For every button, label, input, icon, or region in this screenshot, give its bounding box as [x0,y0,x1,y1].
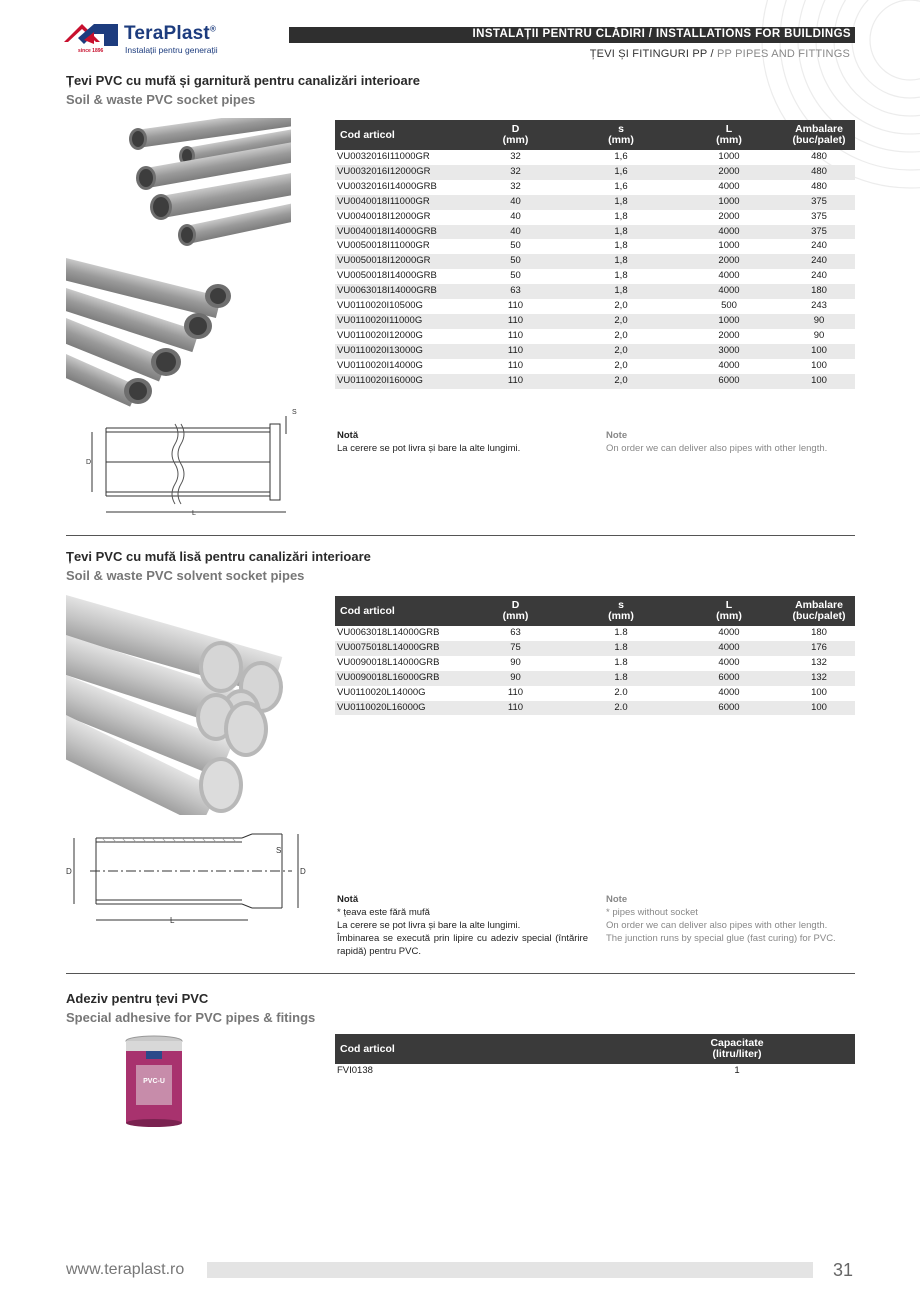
table-cell: VU0110020I10500G [337,300,423,312]
col-d: D (mm) [464,596,567,626]
table-cell: 50 [464,254,567,269]
table-row [335,1064,855,1079]
table-row [335,210,855,225]
adhesive-table [335,1034,855,1079]
table-cell: VU0063018L14000GRB [337,627,440,638]
table-cell: 1000 [718,151,740,162]
table-cell: 110 [464,344,567,359]
table-cell: 4000 [718,627,740,638]
section3-title-en: Special adhesive for PVC pipes & fitings [66,1010,316,1025]
table-cell: VU0032016I11000GR [337,151,430,162]
table-cell: VU0040018I14000GRB [335,225,464,240]
table-cell: 180 [811,627,827,638]
socket-pipes-photo [66,118,291,410]
table-cell: 1,8 [567,284,675,299]
table-cell: 110 [507,329,524,341]
table-cell: 4000 [718,180,740,192]
table-row [335,626,855,641]
col-s: s (mm) [567,120,675,150]
table-cell: 1.8 [614,656,628,668]
section-divider [66,973,855,974]
table-cell: VU0110020L14000G [337,686,426,698]
table-cell: 2000 [718,210,740,222]
solvent-pipes-table [335,596,855,715]
table-cell: 2000 [675,165,783,180]
table-cell: 4000 [675,284,783,299]
table-row [335,314,855,329]
table-cell: VU0032016I14000GRB [337,180,437,192]
table-cell: 90 [510,656,521,668]
table-header-row [335,1034,855,1064]
section1-title-en: Soil & waste PVC socket pipes [66,92,256,107]
socket-pipe-drawing [80,404,300,520]
table-cell: 110 [507,300,524,312]
table-header-row [335,596,855,626]
table-cell: 243 [811,300,827,312]
table-cell: 1000 [675,314,783,329]
table-cell: 375 [783,195,855,210]
table-row [335,195,855,210]
section-divider [66,535,855,536]
table-cell: 90 [813,329,825,341]
table-cell: 90 [464,671,567,686]
table-cell: 110 [464,374,567,389]
table-cell: 40 [510,210,521,222]
table-cell: VU0050018I14000GRB [337,270,437,282]
table-cell: VU0075018L14000GRB [335,641,464,656]
table-cell: 1,6 [567,165,675,180]
table-cell: VU0110020I16000G [335,374,464,389]
footer-url: www.teraplast.ro [66,1261,185,1278]
table-cell: 4000 [718,686,740,698]
table-cell: 32 [464,165,567,180]
table-row [335,284,855,299]
table-cell: 2,0 [614,300,628,312]
table-cell: 110 [507,686,524,698]
table-cell: 4000 [675,225,783,240]
table-cell: 2,0 [567,314,675,329]
drawing2-l-label: L [170,916,175,925]
table-cell: 1.8 [614,627,628,638]
table-cell: 132 [783,671,855,686]
table-cell: 63 [510,627,521,638]
table-cell: FVI0138 [337,1065,373,1076]
table-cell: 1000 [718,240,740,252]
table-row [335,671,855,686]
table-cell: 63 [464,284,567,299]
drawing1-s-label: S [292,409,297,416]
table-cell: VU0090018L14000GRB [337,656,440,668]
table-cell: VU0110020I14000G [337,359,423,371]
col-pack: Ambalare (buc/palet) [783,596,855,626]
table-cell: 375 [783,225,855,240]
table-cell: 1,8 [567,225,675,240]
table-cell: 1,6 [614,151,628,162]
table-cell: 32 [510,151,521,162]
table-row [335,374,855,389]
table-cell: 50 [510,270,521,282]
table-cell: 100 [783,344,855,359]
solvent-pipe-drawing [62,828,312,928]
table-cell: 240 [811,270,827,282]
solvent-pipes-photo [66,595,291,815]
table-cell: 1,8 [567,254,675,269]
table-row [335,701,855,716]
table-cell: 1,6 [614,180,628,192]
table-row [335,254,855,269]
table-cell: 6000 [675,671,783,686]
table-row [335,299,855,314]
col-code: Cod articol [335,120,464,150]
table-cell: 1,8 [614,270,628,282]
table-cell: 4000 [718,270,740,282]
table-cell: 4000 [675,641,783,656]
table-cell: 40 [464,195,567,210]
col-l: L (mm) [675,120,783,150]
table-cell: 4000 [718,359,740,371]
table-cell: 2000 [718,329,740,341]
table-cell: 90 [783,314,855,329]
table-cell: 176 [783,641,855,656]
table-row [335,150,855,165]
table-cell: 32 [510,180,521,192]
col-code: Cod articol [335,596,464,626]
drawing2-d-label: D [66,867,72,876]
table-cell-empty [830,1064,855,1079]
table-cell: 2.0 [614,686,628,698]
table-cell: VU0110020L16000G [335,701,464,716]
table-row [335,269,855,284]
table-row [335,239,855,254]
table-cell: 1,8 [614,240,628,252]
table-cell: 110 [464,701,567,716]
table-cell: 75 [464,641,567,656]
table-cell: 180 [783,284,855,299]
table-cell: 2,0 [567,374,675,389]
table-cell: VU0090018L16000GRB [335,671,464,686]
col-capacity: Capacitate (litru/liter) [644,1034,830,1064]
table-cell: 375 [811,210,827,222]
socket-pipes-table [335,120,855,389]
table-row [335,344,855,359]
table-cell: 2,0 [614,359,628,371]
category-title: INSTALAȚII PENTRU CLĂDIRI / INSTALLATIONS FOR BUILDINGS [472,28,851,40]
since-label: since 1896 [78,48,104,54]
table-cell: 100 [811,686,827,698]
table-cell: 110 [507,359,524,371]
brand-name: TeraPlast® [124,23,217,44]
table-cell: 132 [811,656,827,668]
table-cell: VU0032016I12000GR [335,165,464,180]
category-bar [289,27,855,43]
table-cell: 1,8 [567,195,675,210]
table-cell: 1 [734,1065,740,1076]
footer-bar [207,1262,813,1278]
section1-title-ro: Țevi PVC cu mufă și garnitură pentru canalizări interioare [66,73,420,88]
table-cell: VU0110020I12000G [337,329,423,341]
col-s: s (mm) [567,596,675,626]
subcategory: ȚEVI ȘI FITINGURI PP / PP PIPES AND FITTINGS [589,48,850,60]
table-cell: VU0050018I11000GR [337,240,430,252]
table-row [335,165,855,180]
table-cell: 6000 [675,701,783,716]
section1-note-en: Note On order we can deliver also pipes with other length. [606,430,828,454]
table-row [335,641,855,656]
section1-note-ro: Notă La cerere se pot livra și bare la alte lungimi. [337,430,521,454]
table-cell: 100 [783,374,855,389]
table-row [335,225,855,240]
page-number: 31 [833,1260,854,1280]
table-cell: 100 [783,701,855,716]
table-row [335,180,855,195]
table-cell: 1.8 [567,671,675,686]
table-row [335,359,855,374]
table-cell: 6000 [675,374,783,389]
drawing2-d2-label: D [300,867,306,876]
table-cell: 1,8 [614,210,628,222]
section3-title-ro: Adeziv pentru țevi PVC [66,991,209,1006]
table-row [335,329,855,344]
table-cell: 2,0 [567,344,675,359]
col-l: L (mm) [675,596,783,626]
table-cell: 100 [811,359,827,371]
col-pack: Ambalare (buc/palet) [783,120,855,150]
table-cell: 240 [811,240,827,252]
table-cell: 480 [811,180,827,192]
table-cell: VU0063018I14000GRB [335,284,464,299]
col-code: Cod articol [335,1034,644,1064]
section2-title-ro: Țevi PVC cu mufă lisă pentru canalizări interioare [66,549,371,564]
table-cell: 50 [510,240,521,252]
drawing1-l-label: L [192,510,196,517]
table-cell: 480 [783,165,855,180]
table-cell: 1.8 [567,641,675,656]
can-label: PVC-U [143,1078,165,1085]
brand-tagline: Instalații pentru generații [125,45,218,55]
table-cell: 2,0 [614,329,628,341]
table-cell: 500 [721,300,737,312]
table-header-row [335,120,855,150]
teraplast-logo [64,22,234,58]
col-d: D (mm) [464,120,567,150]
section2-note-ro: Notă * țeava este fără mufă La cerere se pot livra și bare la alte lungimi. Îmbinarea se execută prin lipire cu adeziv special (întărire rapidă) pentru PVC. [337,894,588,957]
adhesive-can-photo [124,1035,184,1127]
drawing1-d-label: D [86,459,92,466]
table-cell: 4000 [718,656,740,668]
table-cell: VU0050018I12000GR [335,254,464,269]
table-cell: 40 [464,225,567,240]
section2-title-en: Soil & waste PVC solvent socket pipes [66,568,305,583]
table-cell: VU0040018I11000GR [335,195,464,210]
table-row [335,656,855,671]
drawing2-s-label: S [276,846,282,855]
table-cell: 2.0 [567,701,675,716]
table-cell: VU0110020I11000G [335,314,464,329]
table-cell: 2000 [675,254,783,269]
table-row [335,686,855,701]
table-cell: 110 [464,314,567,329]
table-cell: 480 [811,151,827,162]
section2-note-en: Note * pipes without socket On order we can deliver also pipes with other length. The junction runs by special glue (fast curing) for PVC. [606,894,836,944]
table-cell: 3000 [675,344,783,359]
table-cell: 240 [783,254,855,269]
table-cell: VU0040018I12000GR [337,210,431,222]
table-cell: VU0110020I13000G [335,344,464,359]
table-cell: 1000 [675,195,783,210]
